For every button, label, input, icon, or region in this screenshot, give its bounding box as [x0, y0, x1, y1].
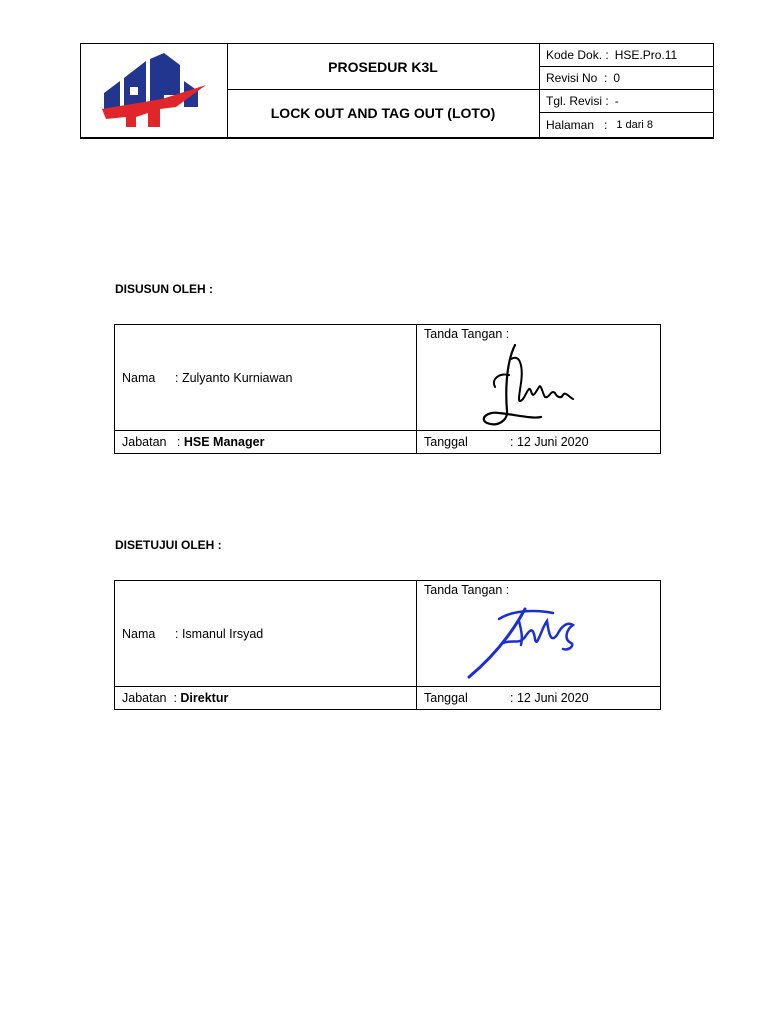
- company-logo-icon: [102, 51, 206, 131]
- prepared-signature-table: [114, 324, 661, 454]
- prepared-name-cell: [115, 325, 417, 430]
- approved-name: : Ismanul Irsyad: [175, 626, 264, 641]
- meta-value: HSE.Pro.11: [614, 48, 678, 62]
- nama-label: Nama: [122, 626, 156, 641]
- meta-tgl-revisi: [539, 90, 713, 113]
- jabatan-label: Jabatan: [122, 435, 167, 449]
- prepared-signature-icon: [477, 339, 587, 429]
- approved-name-cell: [115, 581, 417, 686]
- document-header: [80, 43, 714, 139]
- meta-label: Kode Dok. :: [546, 48, 609, 62]
- jabatan-sep: :: [173, 691, 177, 705]
- approved-date: : 12 Juni 2020: [510, 691, 589, 705]
- meta-kode-dok: [539, 44, 713, 67]
- jabatan-label: Jabatan: [122, 691, 167, 705]
- prepared-name: : Zulyanto Kurniawan: [175, 370, 293, 385]
- document-meta: [539, 44, 713, 138]
- logo-cell: [81, 44, 228, 138]
- tanggal-label: Tanggal: [424, 435, 468, 449]
- prepared-date-cell: [417, 431, 660, 453]
- approved-signature-icon: [463, 599, 583, 681]
- document-subtitle: LOCK OUT AND TAG OUT (LOTO): [270, 105, 496, 121]
- document-title: PROSEDUR K3L: [227, 44, 539, 90]
- prepared-signature-cell: [417, 325, 660, 430]
- title-cell: [227, 44, 540, 138]
- prepared-job-cell: [115, 431, 417, 453]
- tanggal-label: Tanggal: [424, 691, 468, 705]
- meta-label: Revisi No :: [546, 71, 608, 85]
- approved-job-title: Direktur: [180, 691, 229, 705]
- approved-signature-cell: [417, 581, 660, 686]
- meta-halaman: [539, 113, 713, 137]
- signature-label: Tanda Tangan :: [424, 583, 510, 597]
- approved-date-cell: [417, 687, 660, 709]
- meta-label: Tgl. Revisi :: [546, 94, 609, 108]
- meta-label: Halaman :: [546, 118, 608, 132]
- prepared-section-label: DISUSUN OLEH :: [115, 282, 214, 296]
- jabatan-sep: :: [176, 435, 181, 449]
- signature-label: Tanda Tangan :: [424, 327, 510, 341]
- approved-signature-table: [114, 580, 661, 710]
- meta-value: -: [614, 94, 619, 108]
- approved-section-label: DISETUJUI OLEH :: [115, 538, 222, 552]
- meta-value: 0: [613, 71, 621, 85]
- meta-revisi-no: [539, 67, 713, 90]
- approved-job-cell: [115, 687, 417, 709]
- nama-label: Nama: [122, 370, 156, 385]
- prepared-job-title: HSE Manager: [183, 435, 265, 449]
- prepared-date: : 12 Juni 2020: [510, 435, 589, 449]
- meta-value: 1 dari 8: [616, 119, 654, 131]
